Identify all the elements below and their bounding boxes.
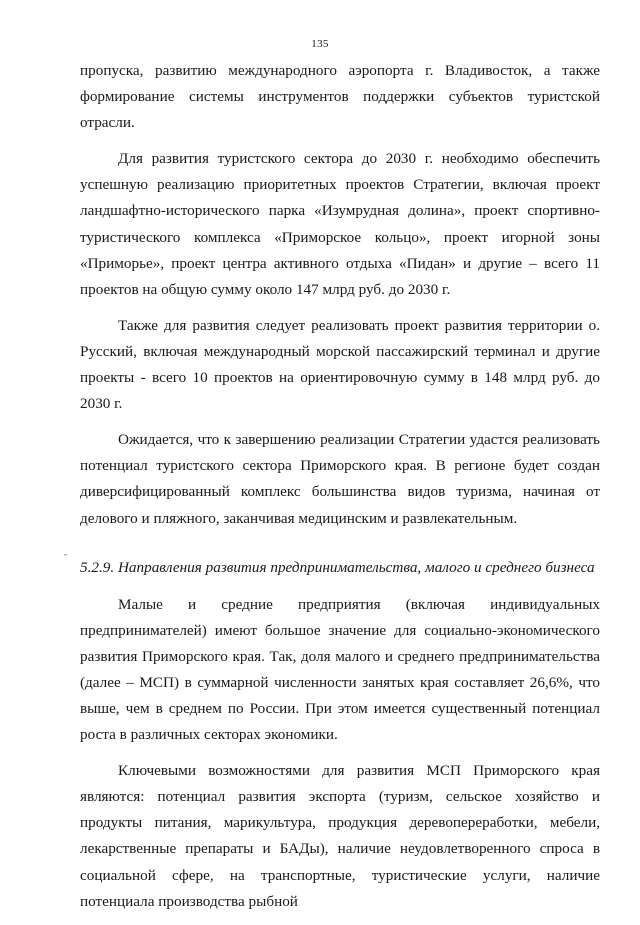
margin-mark: - (64, 549, 67, 559)
paragraph-expected-results: Ожидается, что к завершению реализации Стратегии удастся реализовать потенциал туристского сектора Приморского края. В регионе будет создан диверсифицированный комплекс большинства видов туризма, начиная от делового и пляжного, заканчивая медицинским и развлекательным. (80, 431, 600, 527)
document-body (80, 58, 600, 925)
section-heading: 5.2.9. Направления развития предпринимательства, малого и среднего бизнеса (80, 558, 595, 576)
paragraph-small-business: Малые и средние предприятия (включая индивидуальных предпринимателей) имеют большое значение для социально-экономического развития Приморского края. Так, доля малого и среднего предпринимательства (далее – МСП) в суммарной численности занятых края составляет 26,6%, что выше, чем в среднем по России. При этом имеется существенный потенциал роста в различных секторах экономики. (80, 595, 600, 744)
paragraph-tourism-projects: Для развития туристского сектора до 2030 г. необходимо обеспечить успешную реализацию приоритетных проектов Стратегии, включая проект ландшафтно-исторического парка «Изумрудная долина», проект спортивно-туристического комплекса «Приморское кольцо», проект игорной зоны «Приморье», проект центра активного отдыха «Пидан» и другие – всего 11 проектов на общую сумму около 147 млрд руб. до 2030 г. (80, 150, 600, 298)
paragraph-key-opportunities: Ключевыми возможностями для развития МСП Приморского края являются: потенциал развития экспорта (туризм, сельское хозяйство и продукты питания, марикультура, продукция деревопереработки, мебели, лекарственные препараты и БАДы), наличие неудовлетворенного спроса в социальной сфере, на транспортные, туристические услуги, наличие потенциала производства рыбной (80, 762, 600, 910)
paragraph-continuation: пропуска, развитию международного аэропорта г. Владивосток, а также формирование системы инструментов поддержки субъектов туристской отрасли. (80, 62, 600, 132)
paragraph-russky-island: Также для развития следует реализовать проект развития территории о. Русский, включая международный морской пассажирский терминал и другие проекты - всего 10 проектов на ориентировочную сумму в 148 млрд руб. до 2030 г. (80, 316, 600, 413)
page-number: 135 (311, 38, 329, 50)
